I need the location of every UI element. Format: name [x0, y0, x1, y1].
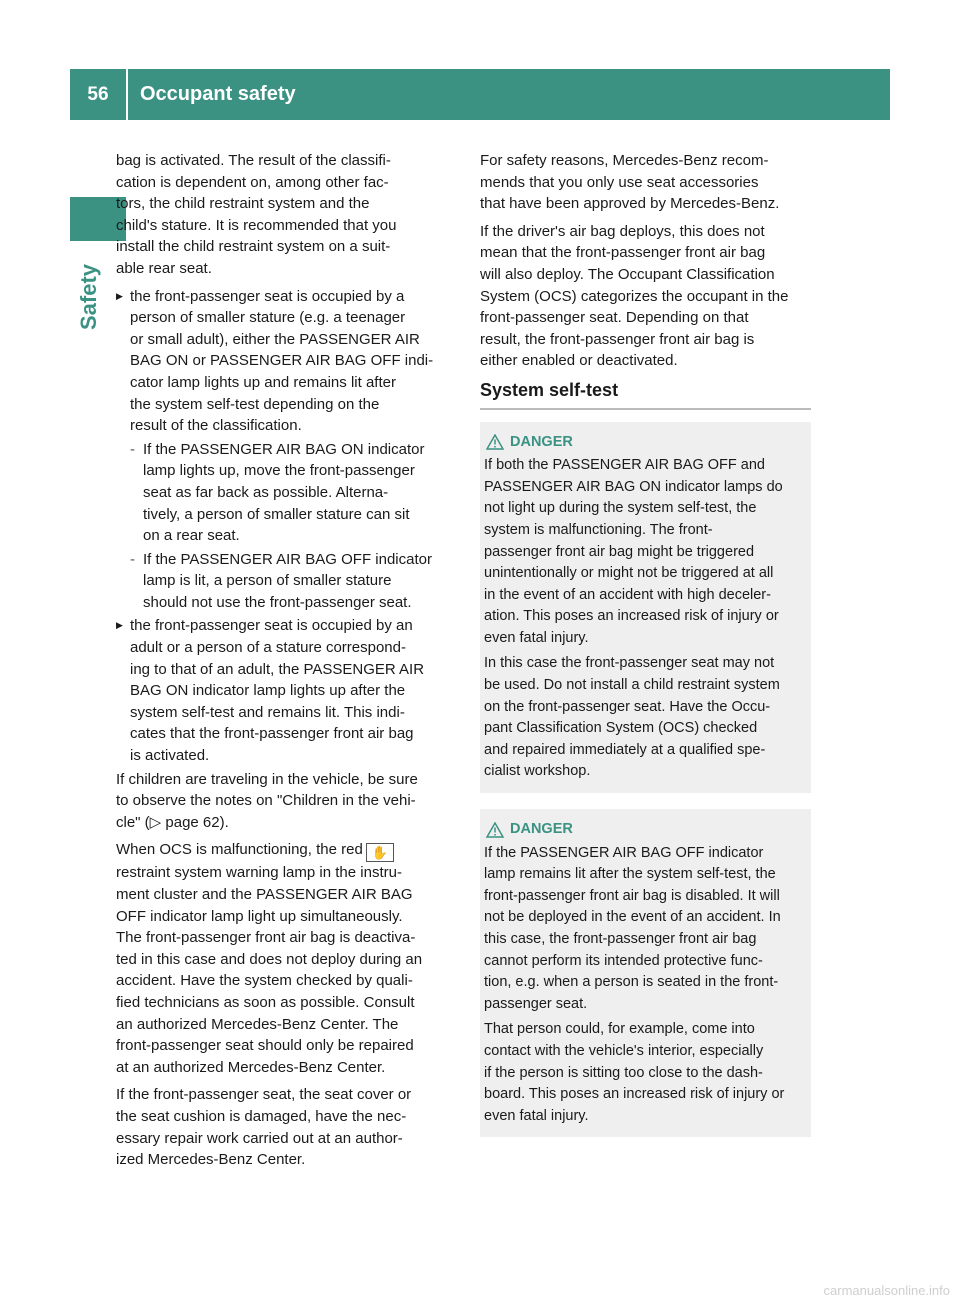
text-line: the front-passenger seat is occupied by an: [130, 617, 413, 635]
text-line: the front-passenger seat is occupied by a: [130, 287, 405, 305]
header-divider: [126, 69, 128, 120]
text-line: able rear seat.: [116, 259, 212, 277]
text-line: If children are traveling in the vehicle, be sure: [116, 770, 418, 788]
text-line: cle" (: [116, 813, 150, 831]
text-line: front-passenger front air bag is disabled. It will: [484, 887, 780, 904]
page-ref-link[interactable]: page 62).: [161, 813, 229, 831]
right-column: [480, 150, 811, 1137]
text-line: tion, e.g. when a person is seated in the front-: [484, 974, 779, 991]
section-label: Safety: [76, 263, 101, 330]
text-line: on a rear seat.: [143, 527, 240, 545]
text-line: If the PASSENGER AIR BAG ON indicator: [143, 440, 425, 458]
text-line: ment cluster and the PASSENGER AIR BAG: [116, 886, 413, 903]
intro-paragraph: [116, 150, 460, 280]
text-line: That person could, for example, come into: [484, 1021, 755, 1038]
text-line: fied technicians as soon as possible. Consult: [116, 993, 415, 1011]
text-line: The front-passenger front air bag is deactiva-: [116, 929, 416, 947]
text-line: lamp is lit, a person of smaller stature: [143, 572, 392, 590]
danger-paragraph: [480, 843, 803, 1016]
text-line: ized Mercedes-Benz Center.: [116, 1151, 306, 1169]
ocs-paragraph: [116, 839, 460, 1078]
children-paragraph: [116, 769, 460, 834]
text-line: cialist workshop.: [484, 763, 591, 780]
text-line: result of the classification.: [130, 417, 302, 435]
text-line: an authorized Mercedes-Benz Center. The: [116, 1015, 399, 1033]
text-line: contact with the vehicle's interior, especially: [484, 1042, 764, 1059]
text-line: lamp remains lit after the system self-test, the: [484, 866, 776, 883]
text-line: not light up during the system self-test, the: [484, 500, 757, 517]
text-line: lamp lights up, move the front-passenger: [143, 462, 415, 480]
text-line: to observe the notes on "Children in the vehi-: [116, 792, 416, 810]
text-line: result, the front-passenger front air bag is: [480, 330, 755, 348]
warning-triangle-icon: [486, 822, 504, 838]
text-line: PASSENGER AIR BAG ON indicator lamps do: [484, 478, 783, 495]
text-line: install the child restraint system on a suit-: [116, 238, 391, 256]
text-line: cates that the front-passenger front air bag: [130, 725, 414, 743]
danger-label: DANGER: [510, 433, 573, 450]
text-line: BAG ON indicator lamp lights up after the: [130, 682, 406, 700]
bullet-item-smaller-stature: [116, 286, 460, 437]
danger-paragraph: [480, 455, 803, 649]
text-line: restraint system warning lamp in the instru-: [116, 864, 402, 882]
text-line: this case, the front-passenger front air bag: [484, 931, 757, 947]
text-line: For safety reasons, Mercedes-Benz recom-: [480, 152, 769, 169]
warning-triangle-icon: [486, 434, 504, 450]
text-line: not be deployed in the event of an accident. In: [484, 909, 781, 926]
danger-paragraph: [480, 1019, 803, 1127]
text-line: In this case the front-passenger seat may not: [484, 655, 775, 672]
text-line: tively, a person of smaller stature can sit: [143, 505, 410, 523]
accessories-paragraph: [480, 150, 811, 215]
text-line: in the event of an accident with high deceler-: [484, 586, 771, 603]
text-line: If the front-passenger seat, the seat cover or: [116, 1086, 412, 1104]
text-line: pant Classification System (OCS) checked: [484, 720, 758, 737]
restraint-warning-lamp-icon: ✋: [366, 843, 394, 862]
left-column: [116, 150, 460, 1177]
text-line: or small adult), either the PASSENGER AIR: [130, 330, 420, 348]
text-line: even fatal injury.: [484, 1107, 589, 1124]
text-line: either enabled or deactivated.: [480, 352, 678, 370]
text-line: front-passenger seat should only be repaired: [116, 1037, 414, 1055]
seat-damage-paragraph: [116, 1084, 460, 1170]
text-line: cation is dependent on, among other fac-: [116, 173, 389, 191]
text-line: accident. Have the system checked by quali-: [116, 972, 413, 990]
text-line: bag is activated. The result of the classifi-: [116, 152, 391, 169]
text-line: should not use the front-passenger seat.: [143, 593, 412, 611]
danger-header: [486, 819, 803, 841]
dash-item-on-indicator: [116, 439, 460, 547]
section-heading: System self-test: [480, 380, 811, 410]
text-line: that have been approved by Mercedes-Benz.: [480, 195, 780, 213]
deploy-paragraph: [480, 221, 811, 372]
text-line: ing to that of an adult, the PASSENGER AIR: [130, 660, 425, 678]
text-line: If the PASSENGER AIR BAG OFF indicator: [484, 844, 764, 861]
text-line: System (OCS) categorizes the occupant in the: [480, 287, 789, 305]
text-line: mean that the front-passenger front air bag: [480, 244, 766, 262]
text-line: if the person is sitting too close to the dash-: [484, 1064, 763, 1081]
text-line: adult or a person of a stature correspond-: [130, 639, 406, 657]
text-line: will also deploy. The Occupant Classification: [480, 265, 775, 283]
text-line: is activated.: [130, 747, 210, 765]
text-line: essary repair work carried out at an author-: [116, 1129, 403, 1147]
danger-box-off-indicator: [480, 809, 811, 1137]
text-line: and repaired immediately at a qualified spe-: [484, 741, 766, 758]
text-line: ation. This poses an increased risk of injury or: [484, 608, 779, 625]
text-line: cannot perform its intended protective func-: [484, 952, 763, 969]
text-line: ted in this case and does not deploy during an: [116, 950, 423, 968]
bullet-item-adult-stature: [116, 615, 460, 766]
danger-paragraph: [480, 653, 803, 783]
page-ref-arrow-icon: ▷: [149, 813, 162, 831]
text-line: passenger seat.: [484, 995, 588, 1012]
page-title: Occupant safety: [140, 83, 296, 105]
text-line: child's stature. It is recommended that you: [116, 216, 397, 234]
text-line: If the PASSENGER AIR BAG OFF indicator: [143, 550, 432, 568]
text-line: be used. Do not install a child restraint system: [484, 677, 780, 694]
text-line: the system self-test depending on the: [130, 395, 380, 413]
text-line: person of smaller stature (e.g. a teenager: [130, 309, 406, 327]
danger-label: DANGER: [510, 821, 573, 838]
text-line: seat as far back as possible. Alterna-: [143, 483, 389, 501]
text-line: the seat cushion is damaged, have the nec-: [116, 1107, 407, 1125]
text-line: mends that you only use seat accessories: [480, 173, 759, 191]
text-line: even fatal injury.: [484, 629, 589, 646]
watermark: carmanualsonline.info: [823, 1283, 950, 1298]
text-line: If both the PASSENGER AIR BAG OFF and: [484, 457, 765, 474]
text-line: BAG ON or PASSENGER AIR BAG OFF indi-: [130, 352, 434, 370]
text-line: If the driver's air bag deploys, this does not: [480, 222, 765, 240]
text-line: OFF indicator lamp light up simultaneously.: [116, 907, 403, 925]
text-line: system is malfunctioning. The front-: [484, 521, 713, 538]
text-line: on the front-passenger seat. Have the Occu-: [484, 698, 771, 715]
page-number: 56: [87, 84, 109, 105]
text-line: cator lamp lights up and remains lit after: [130, 373, 396, 391]
text-line: unintentionally or might not be triggered at all: [484, 565, 774, 582]
text-line: board. This poses an increased risk of injury or: [484, 1086, 785, 1103]
danger-header: [486, 432, 803, 454]
text-line: passenger front air bag might be triggered: [484, 543, 755, 560]
text-line: system self-test and remains lit. This indi-: [130, 703, 405, 721]
text-line: tors, the child restraint system and the: [116, 195, 370, 213]
text-line: When OCS is malfunctioning, the red: [116, 841, 363, 859]
text-line: at an authorized Mercedes-Benz Center.: [116, 1058, 386, 1076]
danger-box-self-test: [480, 422, 811, 794]
text-line: front-passenger seat. Depending on that: [480, 309, 749, 327]
dash-item-off-indicator: [116, 549, 460, 614]
